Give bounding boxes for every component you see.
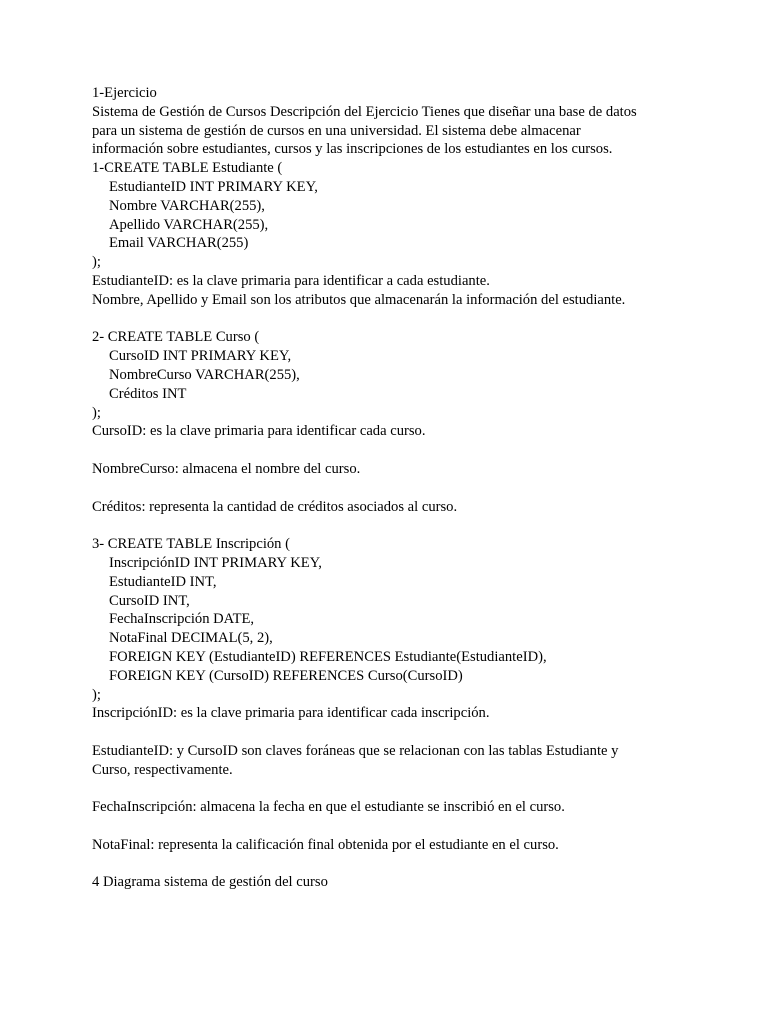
explanation-line: EstudianteID: es la clave primaria para identificar a cada estudiante. <box>92 272 490 289</box>
intro-line: para un sistema de gestión de cursos en una universidad. El sistema debe almacenar <box>92 122 581 139</box>
create-table-curso: 2- CREATE TABLE Curso ( <box>92 329 260 346</box>
paragraph-spacer <box>92 779 692 798</box>
column-definition: NombreCurso VARCHAR(255), <box>109 366 300 383</box>
column-definition: FechaInscripción DATE, <box>109 611 255 628</box>
explanation-line: NombreCurso: almacena el nombre del curso. <box>92 460 361 477</box>
paragraph-spacer <box>92 479 692 498</box>
column-definition: InscripciónID INT PRIMARY KEY, <box>109 554 322 571</box>
explanation-line: InscripciónID: es la clave primaria para identificar cada inscripción. <box>92 705 490 722</box>
intro-line: Sistema de Gestión de Cursos Descripción del Ejercicio Tienes que diseñar una base de datos <box>92 103 637 120</box>
paragraph-spacer <box>92 817 692 836</box>
paragraph-spacer <box>92 516 692 535</box>
column-definition: EstudianteID INT PRIMARY KEY, <box>109 178 318 195</box>
column-definition: CursoID INT PRIMARY KEY, <box>109 348 292 365</box>
statement-close: ); <box>92 686 101 703</box>
statement-close: ); <box>92 404 101 421</box>
create-table-inscripcion: 3- CREATE TABLE Inscripción ( <box>92 536 290 553</box>
exercise-heading: 1-Ejercicio <box>92 85 157 101</box>
paragraph-spacer <box>92 441 692 460</box>
foreign-key-definition: FOREIGN KEY (EstudianteID) REFERENCES Estudiante(EstudianteID), <box>109 648 547 665</box>
column-definition: NotaFinal DECIMAL(5, 2), <box>109 630 273 647</box>
statement-close: ); <box>92 254 101 271</box>
column-definition: Nombre VARCHAR(255), <box>109 197 265 214</box>
column-definition: CursoID INT, <box>109 592 190 609</box>
explanation-line: CursoID: es la clave primaria para identificar cada curso. <box>92 423 426 440</box>
column-definition: EstudianteID INT, <box>109 573 217 590</box>
foreign-key-definition: FOREIGN KEY (CursoID) REFERENCES Curso(CursoID) <box>109 667 463 684</box>
document-body <box>92 84 692 892</box>
explanation-line: NotaFinal: representa la calificación final obtenida por el estudiante en el curso. <box>92 836 559 853</box>
paragraph-spacer <box>92 855 692 874</box>
column-definition: Apellido VARCHAR(255), <box>109 216 269 233</box>
explanation-line: FechaInscripción: almacena la fecha en que el estudiante se inscribió en el curso. <box>92 799 565 816</box>
intro-line: información sobre estudiantes, cursos y las inscripciones de los estudiantes en los cursos. <box>92 141 613 158</box>
paragraph-spacer <box>92 310 692 329</box>
paragraph-spacer <box>92 723 692 742</box>
column-definition: Email VARCHAR(255) <box>109 235 249 252</box>
explanation-line: Curso, respectivamente. <box>92 761 233 778</box>
create-table-estudiante: 1-CREATE TABLE Estudiante ( <box>92 160 283 177</box>
explanation-line: Nombre, Apellido y Email son los atributos que almacenarán la información del estudiante. <box>92 291 626 308</box>
diagram-section-title: 4 Diagrama sistema de gestión del curso <box>92 874 328 891</box>
explanation-line: Créditos: representa la cantidad de créditos asociados al curso. <box>92 498 458 515</box>
explanation-line: EstudianteID: y CursoID son claves foráneas que se relacionan con las tablas Estudiante y <box>92 742 619 759</box>
column-definition: Créditos INT <box>109 385 187 402</box>
